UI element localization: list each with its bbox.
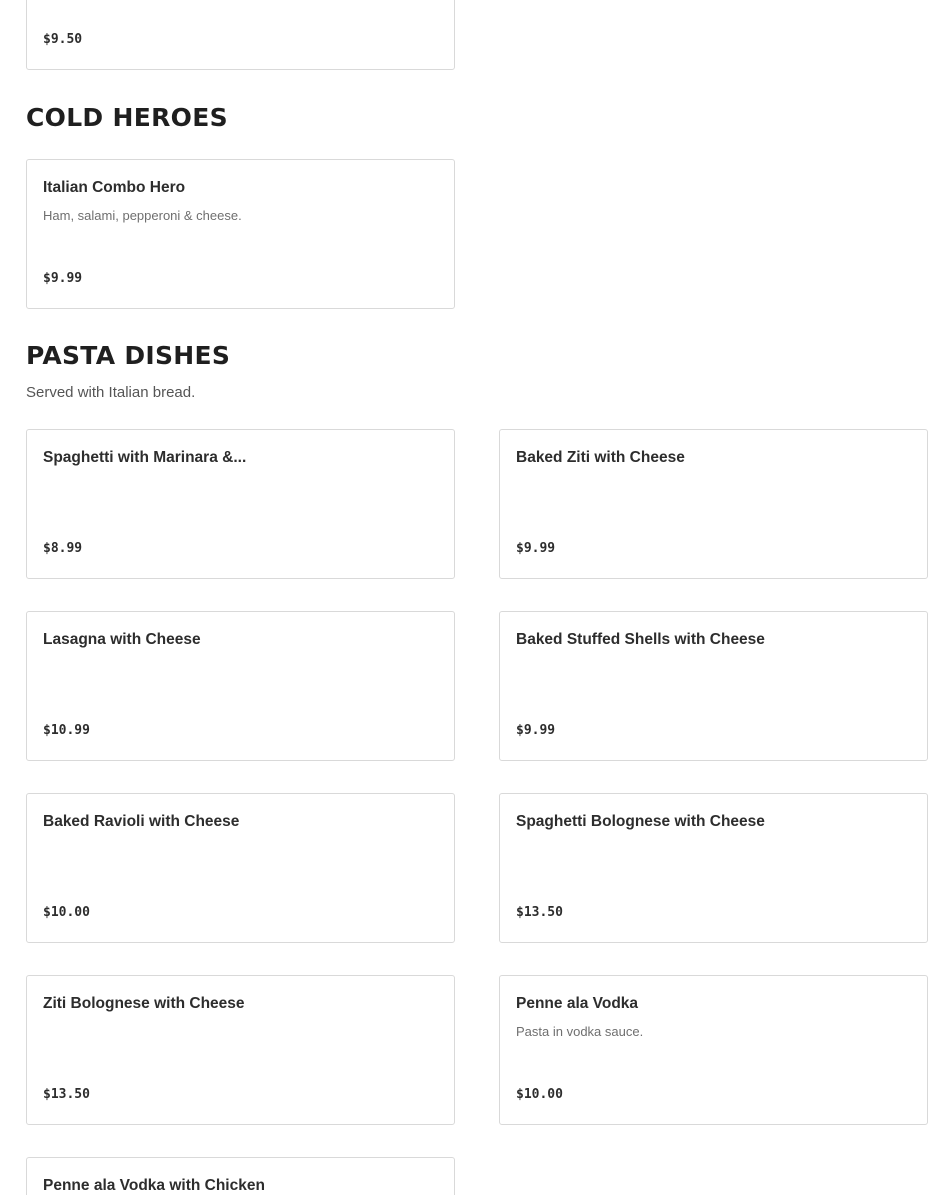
menu-item-card[interactable] <box>499 429 928 579</box>
menu-item-price: $9.99 <box>43 271 83 286</box>
menu-item-name: Penne ala Vodka <box>516 995 639 1012</box>
menu-item-description: Pasta in vodka sauce. <box>516 1024 644 1039</box>
menu-item-card[interactable] <box>26 1157 455 1195</box>
menu-item-price: $9.99 <box>516 541 556 556</box>
menu-item-card[interactable] <box>499 975 928 1125</box>
menu-item-card[interactable] <box>26 611 455 761</box>
menu-item-card[interactable] <box>499 793 928 943</box>
menu-item-name: Baked Stuffed Shells with Cheese <box>516 631 765 648</box>
menu-item-card[interactable] <box>26 0 455 70</box>
menu-item-name: Baked Ziti with Cheese <box>516 449 685 466</box>
menu-item-description: Ham, salami, pepperoni & cheese. <box>43 208 242 223</box>
menu-item-price: $9.50 <box>43 32 83 47</box>
menu-item-price: $13.50 <box>516 905 563 920</box>
section-subtitle: Served with Italian bread. <box>26 384 196 401</box>
menu-item-name: Penne ala Vodka with Chicken <box>43 1177 265 1194</box>
menu-item-name: Spaghetti with Marinara &... <box>43 449 247 466</box>
menu-item-name: Baked Ravioli with Cheese <box>43 813 240 830</box>
menu-item-price: $9.99 <box>516 723 556 738</box>
menu-item-price: $13.50 <box>43 1087 90 1102</box>
menu-item-name: Spaghetti Bolognese with Cheese <box>516 813 765 830</box>
menu-item-price: $10.00 <box>516 1087 563 1102</box>
menu-item-price: $10.00 <box>43 905 90 920</box>
menu-item-card[interactable] <box>26 975 455 1125</box>
menu-item-name: Italian Combo Hero <box>43 179 186 196</box>
menu-item-name: Lasagna with Cheese <box>43 631 201 648</box>
menu-item-price: $8.99 <box>43 541 83 556</box>
menu-item-card[interactable] <box>26 429 455 579</box>
section-title-cold-heroes: COLD HEROES <box>26 103 228 132</box>
menu-item-name: Ziti Bolognese with Cheese <box>43 995 245 1012</box>
section-title-pasta-dishes: PASTA DISHES <box>26 341 231 370</box>
menu-item-price: $10.99 <box>43 723 90 738</box>
menu-item-card[interactable] <box>499 611 928 761</box>
menu-item-card[interactable] <box>26 793 455 943</box>
menu-item-card[interactable] <box>26 159 455 309</box>
